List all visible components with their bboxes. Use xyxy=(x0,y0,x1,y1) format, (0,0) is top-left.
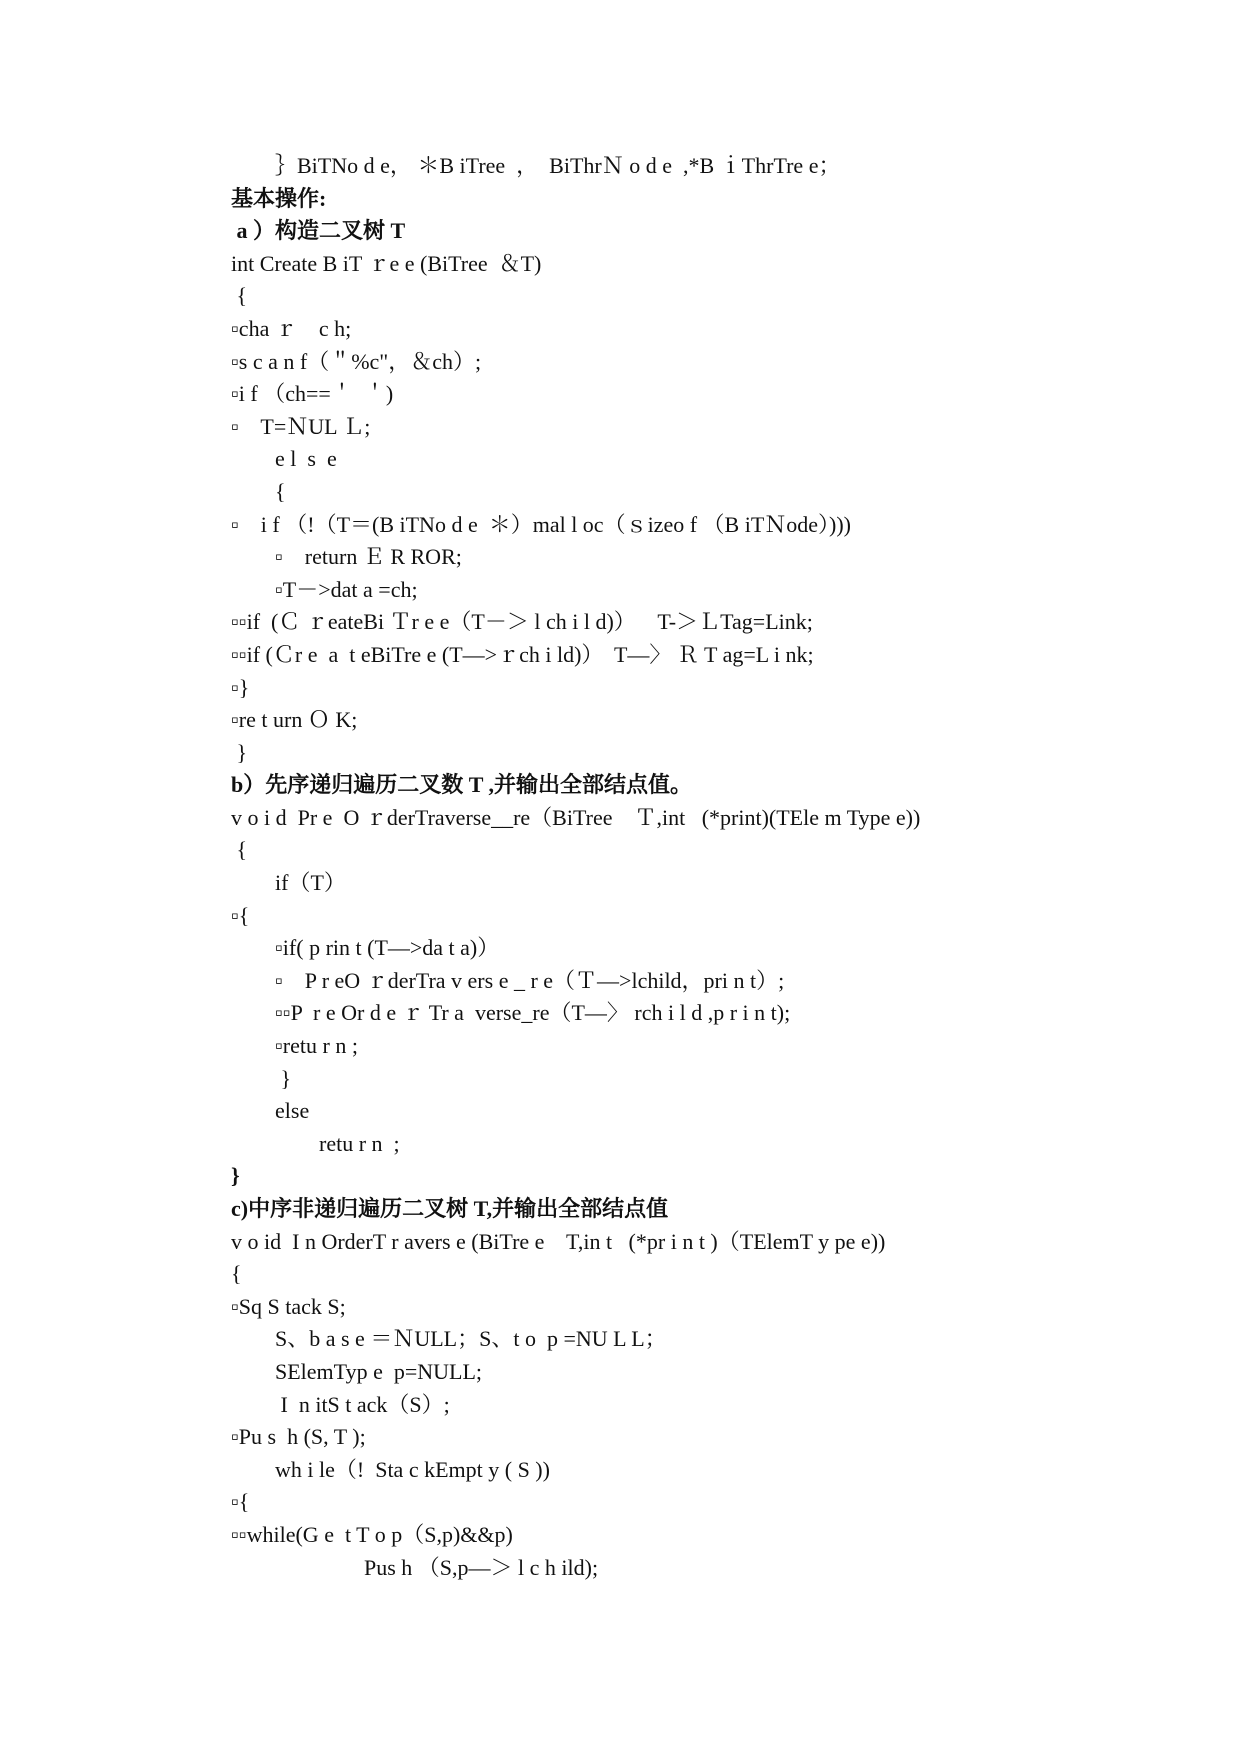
code-line: ▫retu r n ; xyxy=(275,1033,358,1059)
code-line: ▫T－>dat a =ch; xyxy=(275,576,418,602)
code-line: e l s e xyxy=(275,446,337,472)
code-line: Pus h （S,p—＞ l c h ild); xyxy=(364,1554,599,1580)
code-line: ▫ return Ｅ R ROR; xyxy=(275,544,462,570)
code-line: ｝BiTNo d e， ＊B iTree ， BiThrＮ o d e ,*B ｉThrTre e； xyxy=(275,153,841,178)
code-line: { xyxy=(231,283,248,309)
code-line: { xyxy=(275,478,286,504)
code-line: { xyxy=(231,837,248,863)
code-line: ▫{ xyxy=(231,1489,250,1515)
code-line: v o i d Pr e O ｒderTraverse__re（BiTree Ｔ,int (*print)(TEle m Type e)) xyxy=(231,804,921,830)
code-line: } xyxy=(231,739,248,765)
code-line: ▫▫P r e Or d e ｒ Tr a verse_re（T—〉 rch i l d ,p r i n t); xyxy=(275,1000,791,1026)
code-line: if（T） xyxy=(275,870,346,896)
code-line: ▫▫while(G e t T o p（S,p)&&p) xyxy=(231,1521,513,1547)
code-line: ▫▫if (Ｃr e a t eBiTre e (T—>ｒch i ld)） T—〉 Ｒ T ag=L i nk; xyxy=(231,641,814,667)
code-line: ▫Pu s h (S, T ); xyxy=(231,1424,366,1450)
heading-line: 基本操作: xyxy=(231,185,327,211)
code-line: S、b a s e ＝ＮULL；S、t o p =NU L L； xyxy=(275,1326,667,1352)
code-line: ▫{ xyxy=(231,902,250,928)
code-line: } xyxy=(275,1065,292,1091)
code-line: ▫if( p rin t (T—>da t a)） xyxy=(275,935,500,961)
code-line: { xyxy=(231,1261,242,1287)
code-line: ▫ P r eO ｒderTra v ers e _ r e（Ｔ—>lchild，pri n t）; xyxy=(275,967,785,993)
heading-line: } xyxy=(231,1163,240,1189)
code-line: SElemTyp e p=NULL; xyxy=(275,1358,483,1384)
document-body xyxy=(231,150,1131,1584)
code-line: ▫▫if (Ｃ ｒeateBi Ｔr e e（T－＞ l ch i l d)） T-＞ＬTag=Link; xyxy=(231,609,813,635)
code-line: ▫i f （ch==＇ ＇) xyxy=(231,381,394,407)
code-line: v o id I n OrderT r avers e (BiTre e T,in t (*pr i n t )（TElemT y pe e)) xyxy=(231,1228,886,1254)
code-line: ▫} xyxy=(231,674,250,700)
code-line: ▫cha ｒ c h; xyxy=(231,315,352,341)
code-line: ▫Sq S tack S; xyxy=(231,1293,346,1319)
code-line: ▫ T=ＮUL Ｌ; xyxy=(231,413,371,439)
code-line: ▫s c a n f（＂%c"，＆ch）; xyxy=(231,348,482,374)
code-line: else xyxy=(275,1098,310,1124)
heading-line: b）先序递归遍历二叉数 T ,并输出全部结点值。 xyxy=(231,772,693,798)
code-line: ▫re t urn Ｏ K; xyxy=(231,707,358,733)
code-line: ▫ i f （!（T＝(B iTNo d e ＊）mal l oc（ｓizeo f （B iTＮode）))) xyxy=(231,511,852,537)
code-line: int Create B iT ｒe e (BiTree ＆T) xyxy=(231,250,542,276)
code-line: retu r n ; xyxy=(319,1130,400,1156)
code-line: I n itS t ack（S）; xyxy=(275,1391,450,1417)
heading-line: c)中序非递归遍历二叉树 T,并输出全部结点值 xyxy=(231,1196,669,1221)
code-line: wh i le（! Sta c kEmpt y ( S )) xyxy=(275,1456,550,1482)
heading-line: a ）构造二叉树 T xyxy=(231,218,406,244)
